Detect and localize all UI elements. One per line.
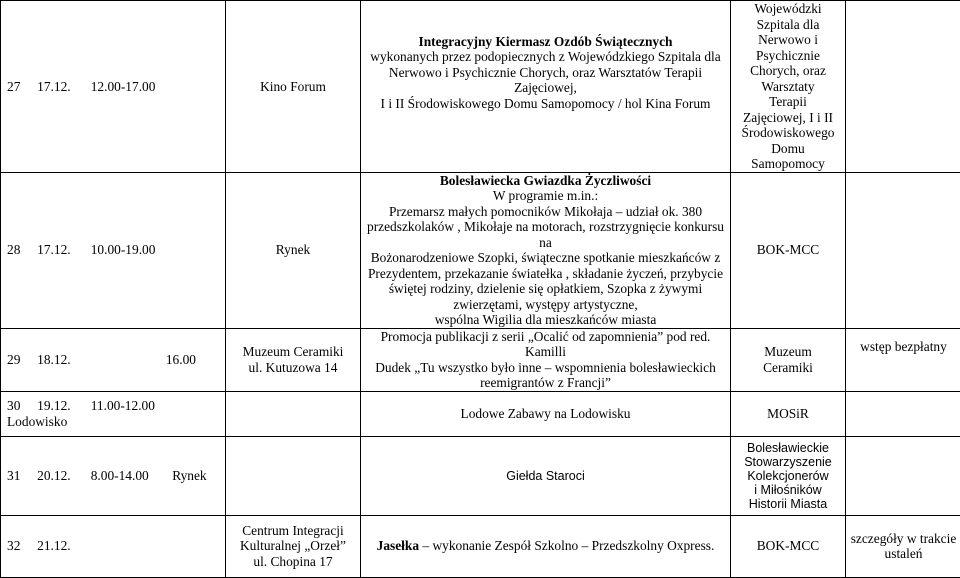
organizer-line: Zajęciowej, I i II [734, 110, 842, 126]
event-cell [361, 172, 731, 328]
row-meta-cell [1, 1, 226, 173]
event-desc-line: przedszkolaków , Mikołaje na motorach, rozstrzygnięcie konkursu na [364, 219, 727, 250]
admission-line: szczegóły w trakcie [849, 531, 958, 547]
event-desc-line: świętej rodziny, dzielenie się opłatkiem, Szopka z żywymi [364, 281, 727, 297]
event-desc-line: Bożonarodzeniowe Szopki, świąteczne spotkanie mieszkańców z [364, 250, 727, 266]
organizer-line: Samopomocy [734, 156, 842, 172]
table-row [1, 391, 960, 436]
event-cell [361, 328, 731, 391]
organizer-line: Bolesławieckie [734, 441, 842, 455]
organizer-line: Nerwowo i [734, 32, 842, 48]
table-row [1, 1, 960, 173]
row-number: 29 [7, 352, 20, 367]
event-cell: Giełda Staroci [361, 436, 731, 515]
event-cell: Lodowe Zabawy na Lodowisku [361, 391, 731, 436]
event-title: Integracyjny Kiermasz Ozdób Świątecznych [364, 34, 727, 50]
event-line: Promocja publikacji z serii „Ocalić od zapomnienia” pod red. Kamilli [364, 329, 727, 360]
organizer-line: Środowiskowego [734, 125, 842, 141]
row-date: 21.12. [37, 538, 70, 553]
organizer-line: Chorych, oraz [734, 63, 842, 79]
place-cell [226, 328, 361, 391]
row-meta-cell [1, 172, 226, 328]
row-number: 28 [7, 242, 20, 257]
place-cell: Rynek [226, 172, 361, 328]
organizer-line: i Miłośników [734, 483, 842, 497]
row-number: 30 [7, 398, 20, 413]
organizer-cell [731, 328, 846, 391]
row-meta-cell [1, 515, 226, 577]
table-row [1, 436, 960, 515]
row-time: 12.00-17.00 [91, 79, 156, 94]
place-line: ul. Kutuzowa 14 [229, 360, 357, 376]
row-number: 32 [7, 538, 20, 553]
table-row [1, 172, 960, 328]
place-cell [226, 391, 361, 436]
event-line: Dudek „Tu wszystko było inne – wspomnienia bolesławieckich [364, 360, 727, 376]
row-date: 17.12. [37, 79, 70, 94]
organizer-line: Muzeum [734, 344, 842, 360]
table-row [1, 515, 960, 577]
event-desc-line: W programie m.in.: [364, 188, 727, 204]
organizer-line: Ceramiki [734, 360, 842, 376]
organizer-cell: MOSiR [731, 391, 846, 436]
place-cell [226, 436, 361, 515]
event-desc-line: I i II Środowiskowego Domu Samopomocy / hol Kina Forum [364, 96, 727, 112]
row-time: 10.00-19.00 [91, 242, 156, 257]
row-date: 18.12. [37, 352, 70, 367]
row-meta-cell [1, 328, 226, 391]
place-line: ul. Chopina 17 [229, 554, 357, 570]
place-cell [226, 515, 361, 577]
place-line: Kulturalnej „Orzeł” [229, 538, 357, 554]
organizer-line: Wojewódzki [734, 1, 842, 17]
admission-line: ustaleń [849, 546, 958, 562]
organizer-line: Domu [734, 141, 842, 157]
event-cell [361, 515, 731, 577]
event-desc-line: zwierzętami, występy artystyczne, [364, 297, 727, 313]
organizer-cell [731, 1, 846, 173]
event-cell [361, 1, 731, 173]
admission-cell [846, 1, 960, 173]
table-row [1, 328, 960, 391]
row-date: 17.12. [37, 242, 70, 257]
event-line: reemigrantów z Francji” [364, 375, 727, 391]
row-number: 27 [7, 79, 20, 94]
row-time: 8.00-14.00 [91, 468, 149, 483]
admission-cell [846, 436, 960, 515]
row-place: Rynek [172, 468, 206, 483]
organizer-line: Warsztaty [734, 79, 842, 95]
organizer-cell: BOK-MCC [731, 172, 846, 328]
admission-cell [846, 391, 960, 436]
row-time: 11.00-12.00 [91, 398, 155, 413]
event-desc-line: wykonanych przez podopiecznych z Wojewódzkiego Szpitala dla [364, 49, 727, 65]
place-cell: Kino Forum [226, 1, 361, 173]
event-desc: – wykonanie Zespół Szkolno – Przedszkolny Oxpress. [422, 538, 714, 553]
event-desc-line: wspólna Wigilia dla mieszkańców miasta [364, 312, 727, 328]
organizer-line: Szpitala dla [734, 17, 842, 33]
row-date: 19.12. [37, 398, 70, 413]
row-meta-cell [1, 391, 226, 436]
row-time: 16.00 [166, 352, 222, 368]
organizer-line: Stowarzyszenie [734, 455, 842, 469]
organizer-line: Terapii [734, 94, 842, 110]
admission-cell [846, 172, 960, 328]
admission-cell: wstęp bezpłatny [846, 328, 960, 391]
event-desc-line: Nerwowo i Psychicznie Chorych, oraz Warsztatów Terapii Zajęciowej, [364, 65, 727, 96]
place-line: Centrum Integracji [229, 523, 357, 539]
organizer-cell: BOK-MCC [731, 515, 846, 577]
event-title: Bolesławiecka Gwiazdka Życzliwości [364, 173, 727, 189]
event-title: Jasełka [377, 538, 419, 553]
event-desc-line: Przemarsz małych pomocników Mikołaja – udział ok. 380 [364, 204, 727, 220]
organizer-line: Historii Miasta [734, 497, 842, 511]
event-desc-line: Prezydentem, przekazanie światełka , składanie życzeń, przybycie [364, 266, 727, 282]
row-number: 31 [7, 468, 20, 483]
organizer-line: Psychicznie [734, 48, 842, 64]
row-place: Lodowisko [7, 414, 67, 429]
admission-cell [846, 515, 960, 577]
organizer-cell [731, 436, 846, 515]
place-line: Muzeum Ceramiki [229, 344, 357, 360]
organizer-line: Kolekcjonerów [734, 469, 842, 483]
row-meta-cell [1, 436, 226, 515]
row-date: 20.12. [37, 468, 70, 483]
